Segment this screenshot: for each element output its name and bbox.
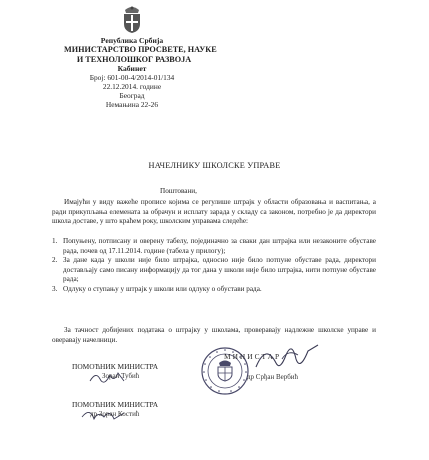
minister-title: МИНИСТАР xyxy=(224,352,282,361)
list-item xyxy=(52,256,376,285)
country-name: Република Србија xyxy=(100,36,164,45)
list-item xyxy=(52,285,376,295)
closing-paragraph: За тачност добијених података о штрајку у школама, проверавају надлежне школске управе и оверавају начелници. xyxy=(52,326,376,344)
intro-paragraph: Имајући у виду важеће прописе којима се регулише штрајк у области образовања и васпитања, а ради прикупљања елемената за обрачун и исплату зарада у складу са законом, потребно је да директори школа доставе, у што краћем року, школским управама следеће: xyxy=(52,198,376,226)
assistant2-title: ПОМОЋНИК МИНИСТРА xyxy=(72,400,159,409)
coat-of-arms-icon xyxy=(121,4,143,34)
requirements-list xyxy=(52,237,376,294)
list-item-number: 1. xyxy=(52,237,58,245)
ministry-name-line1: МИНИСТАРСТВО ПРОСВЕТЕ, НАУКЕ xyxy=(64,45,217,54)
assistant2-name: др Зоран Костић xyxy=(90,410,140,418)
list-item-number: 2. xyxy=(52,256,58,264)
list-item-text: Попуњену, потписану и оверену табелу, појединачно за сваки дан штрајка или незаконите обуставе рада, почев од 17.11.2014. године (табела у прилогу); xyxy=(63,237,376,255)
list-item-number: 3. xyxy=(52,284,58,293)
letter-header xyxy=(62,4,217,110)
reference-number: Број: 601-00-4/2014-01/134 xyxy=(89,73,175,83)
recipient-title: НАЧЕЛНИКУ ШКОЛСКЕ УПРАВЕ xyxy=(148,161,281,170)
list-item-text: Одлуку о ступању у штрајк у школи или одлуку о обустави рада. xyxy=(63,284,262,293)
list-item-text: За дане када у школи није било штрајка, односно није било потпуне обуставе рада, директори достављају само писану информацију да тог дана у школи није било штрајка, нити потпуне обуставе рада; xyxy=(63,256,376,283)
city-name: Београд xyxy=(119,91,145,101)
assistant1-name: Зоран Тубић xyxy=(102,372,140,380)
office-name: Кабинет xyxy=(117,64,147,74)
letter-date: 22.12.2014. године xyxy=(102,82,162,92)
ministry-name-line2: И ТЕХНОЛОШКОГ РАЗВОЈА xyxy=(76,54,192,64)
assistant1-title: ПОМОЋНИК МИНИСТРА xyxy=(72,362,159,371)
greeting: Поштовани, xyxy=(160,187,197,195)
list-item xyxy=(52,237,376,256)
minister-signature-icon xyxy=(252,337,324,377)
street-address: Немањина 22-26 xyxy=(105,100,159,110)
minister-name: др Срђан Вербић xyxy=(247,373,299,381)
